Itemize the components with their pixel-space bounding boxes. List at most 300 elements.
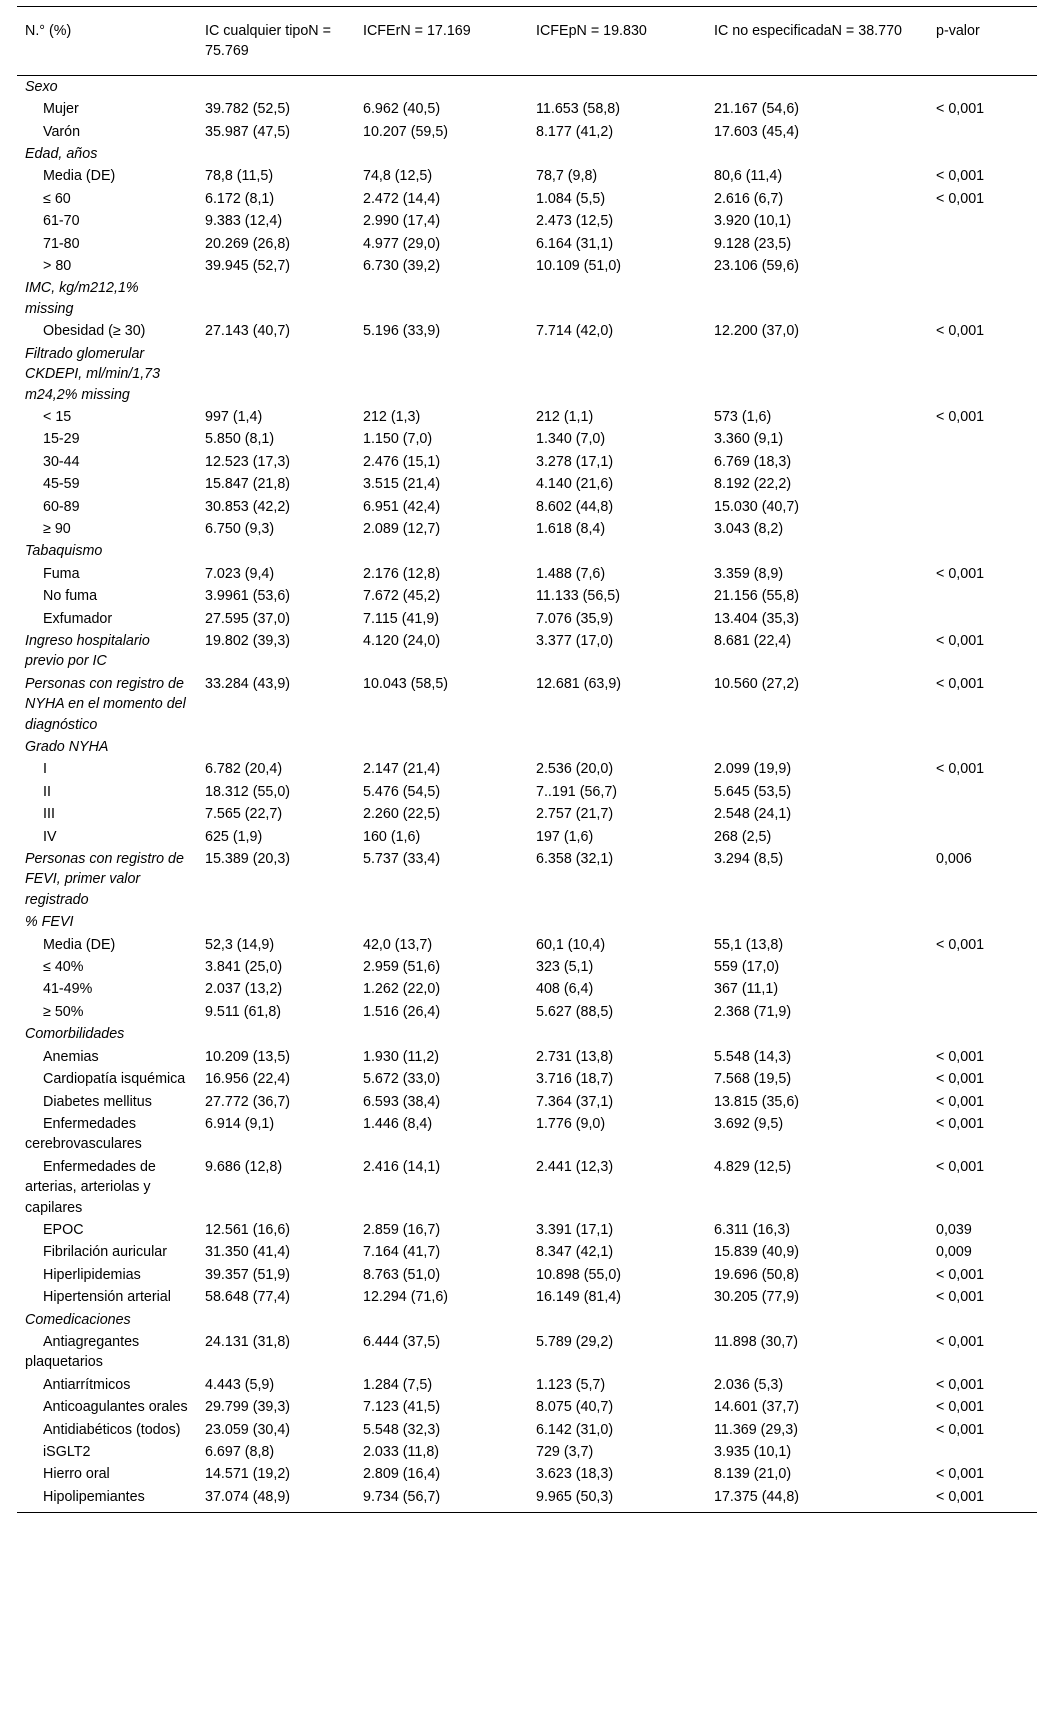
value-cell [706, 143, 928, 165]
table-row [17, 803, 1037, 825]
value-cell: 9.128 (23,5) [714, 235, 792, 252]
value-cell [355, 1023, 528, 1045]
value-cell: 2.441 (12,3) [536, 1158, 614, 1175]
table-row [17, 98, 1037, 120]
value-cell: 559 (17,0) [714, 959, 780, 976]
value-cell: 5.789 (29,2) [536, 1333, 614, 1350]
value-cell: 29.799 (39,3) [205, 1399, 291, 1416]
value-cell: 30.205 (77,9) [714, 1289, 800, 1306]
row-label [17, 210, 197, 232]
value-cell: 367 (11,1) [714, 981, 779, 998]
value-cell: 11.369 (29,3) [714, 1421, 798, 1438]
value-cell: 11.653 (58,8) [536, 101, 620, 118]
table-row [17, 233, 1037, 255]
section-label [17, 911, 197, 933]
value-cell [197, 736, 355, 758]
table-row [17, 1419, 1037, 1441]
value-cell: 7.123 (41,5) [363, 1399, 441, 1416]
value-cell: 1.284 (7,5) [363, 1376, 433, 1393]
value-cell: 7.568 (19,5) [714, 1071, 792, 1088]
section-label [17, 540, 197, 562]
table-row [17, 1091, 1037, 1113]
row-label-text: Comorbilidades [25, 1026, 125, 1043]
value-cell: 15.839 (40,9) [714, 1244, 800, 1261]
row-label-text: < 15 [43, 408, 72, 425]
value-cell: 1.150 (7,0) [363, 431, 433, 448]
table-row [17, 1046, 1037, 1068]
p-value-cell: < 0,001 [936, 190, 985, 207]
table-row [17, 121, 1037, 143]
value-cell: 10.207 (59,5) [363, 123, 449, 140]
value-cell: 573 (1,6) [714, 408, 772, 425]
value-cell: 7.714 (42,0) [536, 323, 614, 340]
value-cell: 5.850 (8,1) [205, 431, 275, 448]
value-cell [197, 540, 355, 562]
value-cell: 8.192 (22,2) [714, 476, 792, 493]
row-label [17, 1286, 197, 1308]
value-cell: 408 (6,4) [536, 981, 594, 998]
value-cell [197, 277, 355, 320]
value-cell: 3.391 (17,1) [536, 1221, 614, 1238]
section-row [17, 343, 1037, 406]
row-label [17, 1113, 197, 1156]
value-cell: 8.763 (51,0) [363, 1266, 441, 1283]
value-cell: 8.347 (42,1) [536, 1244, 614, 1261]
table-row [17, 978, 1037, 1000]
row-label-text: Comedicaciones [25, 1311, 131, 1328]
row-label-text: Fuma [43, 565, 80, 582]
value-cell: 9.686 (12,8) [205, 1158, 283, 1175]
value-cell [355, 1309, 528, 1331]
p-value-cell [928, 277, 1037, 320]
value-cell: 13.404 (35,3) [714, 610, 800, 627]
value-cell: 6.730 (39,2) [363, 258, 441, 275]
value-cell: 729 (3,7) [536, 1444, 594, 1460]
table-row [17, 758, 1037, 780]
value-cell: 27.772 (36,7) [205, 1093, 291, 1110]
row-label-text: Personas con registro de NYHA en el momento del diagnóstico [25, 675, 186, 733]
table-row [17, 781, 1037, 803]
value-cell: 2.990 (17,4) [363, 213, 441, 230]
header-ic-unspecified: IC no especificadaN = 38.770 [714, 23, 902, 39]
value-cell: 4.829 (12,5) [714, 1158, 792, 1175]
row-label [17, 1396, 197, 1418]
value-cell [528, 736, 706, 758]
section-row [17, 911, 1037, 933]
value-cell: 2.147 (21,4) [363, 761, 441, 778]
value-cell: 12.200 (37,0) [714, 323, 800, 340]
table-header-row [17, 7, 1037, 76]
value-cell: 3.920 (10,1) [714, 213, 792, 230]
section-label [17, 1309, 197, 1331]
value-cell: 37.074 (48,9) [205, 1488, 291, 1505]
value-cell: 197 (1,6) [536, 828, 594, 845]
section-label [17, 736, 197, 758]
value-cell: 5.645 (53,5) [714, 783, 792, 800]
value-cell [706, 736, 928, 758]
row-label-text: Cardiopatía isquémica [43, 1071, 186, 1088]
value-cell: 5.196 (33,9) [363, 323, 441, 340]
p-value-cell: < 0,001 [936, 1071, 985, 1088]
value-cell [706, 343, 928, 406]
row-label-text: Antidiabéticos (todos) [43, 1421, 181, 1438]
row-label [17, 518, 197, 540]
table-row [17, 826, 1037, 848]
value-cell: 7.672 (45,2) [363, 588, 441, 605]
value-cell: 5.672 (33,0) [363, 1071, 441, 1088]
row-label [17, 803, 197, 825]
value-cell: 39.357 (51,9) [205, 1266, 291, 1283]
value-cell: 16.149 (81,4) [536, 1289, 622, 1306]
value-cell: 11.133 (56,5) [536, 588, 620, 605]
row-label [17, 1419, 197, 1441]
row-label [17, 496, 197, 518]
value-cell: 5.548 (32,3) [363, 1421, 441, 1438]
row-label-text: IV [43, 828, 57, 845]
section-label [17, 143, 197, 165]
table-row [17, 934, 1037, 956]
row-label [17, 188, 197, 210]
p-value-cell: < 0,001 [936, 408, 985, 425]
row-label-text: Varón [43, 123, 81, 140]
value-cell [197, 343, 355, 406]
table-row [17, 1264, 1037, 1286]
row-label [17, 1264, 197, 1286]
value-cell: 6.962 (40,5) [363, 101, 441, 118]
row-label [17, 1486, 197, 1513]
value-cell: 6.769 (18,3) [714, 453, 792, 470]
value-cell: 23.106 (59,6) [714, 258, 800, 275]
p-value-cell [928, 496, 1037, 518]
value-cell: 8.139 (21,0) [714, 1466, 792, 1483]
value-cell: 10.898 (55,0) [536, 1266, 622, 1283]
table-row [17, 1156, 1037, 1219]
section-label [17, 630, 197, 673]
row-label-text: Media (DE) [43, 936, 116, 953]
table-row [17, 255, 1037, 277]
p-value-cell: < 0,001 [936, 168, 985, 185]
p-value-cell: < 0,001 [936, 565, 985, 582]
value-cell: 9.734 (56,7) [363, 1488, 441, 1505]
value-cell: 1.516 (26,4) [363, 1003, 441, 1020]
row-label [17, 320, 197, 342]
value-cell: 5.476 (54,5) [363, 783, 441, 800]
row-label-text: ≤ 40% [43, 959, 84, 976]
p-value-cell: < 0,001 [936, 323, 985, 340]
value-cell: 1.262 (22,0) [363, 981, 441, 998]
row-label [17, 956, 197, 978]
row-label-text: Filtrado glomerular CKDEPI, ml/min/1,73 m24,2% missing [25, 345, 161, 403]
value-cell [528, 75, 706, 98]
row-label-text: 60-89 [43, 498, 80, 515]
value-cell [528, 343, 706, 406]
p-value-cell: < 0,001 [936, 1115, 985, 1132]
value-cell: 39.782 (52,5) [205, 101, 291, 118]
row-label-text: Antiagregantes plaquetarios [25, 1333, 140, 1371]
p-value-cell [928, 343, 1037, 406]
value-cell: 13.815 (35,6) [714, 1093, 800, 1110]
section-row [17, 1023, 1037, 1045]
p-value-cell: < 0,001 [936, 1048, 985, 1065]
value-cell: 39.945 (52,7) [205, 258, 291, 275]
table-row [17, 585, 1037, 607]
table-row [17, 1113, 1037, 1156]
value-cell: 6.172 (8,1) [205, 190, 275, 207]
value-cell: 6.164 (31,1) [536, 235, 614, 252]
value-cell: 2.548 (24,1) [714, 806, 792, 823]
value-cell: 3.043 (8,2) [714, 520, 784, 537]
value-cell: 3.294 (8,5) [714, 851, 784, 868]
value-cell: 2.731 (13,8) [536, 1048, 614, 1065]
row-label-text: 45-59 [43, 476, 80, 493]
row-label-text: Hierro oral [43, 1466, 110, 1483]
value-cell [706, 911, 928, 933]
data-table [17, 6, 1037, 1513]
row-label [17, 165, 197, 187]
value-cell: 6.142 (31,0) [536, 1421, 614, 1438]
value-cell: 60,1 (10,4) [536, 936, 606, 953]
p-value-cell [928, 1001, 1037, 1023]
value-cell: 2.476 (15,1) [363, 453, 441, 470]
value-cell: 5.548 (14,3) [714, 1048, 792, 1065]
value-cell: 3.716 (18,7) [536, 1071, 614, 1088]
p-value-cell [928, 803, 1037, 825]
row-label-text: Antiarrítmicos [43, 1376, 131, 1393]
section-row [17, 848, 1037, 911]
value-cell: 15.030 (40,7) [714, 498, 800, 515]
row-label-text: Hipertensión arterial [43, 1289, 171, 1306]
row-label [17, 1046, 197, 1068]
p-value-cell [928, 978, 1037, 1000]
section-row [17, 540, 1037, 562]
section-label [17, 277, 197, 320]
value-cell: 6.697 (8,8) [205, 1444, 275, 1460]
p-value-cell [928, 608, 1037, 630]
row-label [17, 1156, 197, 1219]
row-label-text: Media (DE) [43, 168, 116, 185]
value-cell: 2.959 (51,6) [363, 959, 441, 976]
table-row [17, 320, 1037, 342]
value-cell: 6.782 (20,4) [205, 761, 283, 778]
row-label [17, 1441, 197, 1463]
p-value-cell: < 0,001 [936, 1466, 985, 1483]
value-cell: 5.737 (33,4) [363, 851, 441, 868]
value-cell: 7..191 (56,7) [536, 783, 618, 800]
p-value-cell: < 0,001 [936, 632, 985, 649]
value-cell: 7.076 (35,9) [536, 610, 614, 627]
p-value-cell [928, 911, 1037, 933]
value-cell [355, 277, 528, 320]
table-row [17, 1241, 1037, 1263]
table-row [17, 210, 1037, 232]
value-cell [706, 540, 928, 562]
value-cell: 33.284 (43,9) [205, 675, 291, 692]
value-cell: 8.681 (22,4) [714, 632, 792, 649]
value-cell: 78,8 (11,5) [205, 168, 274, 185]
table-row [17, 1396, 1037, 1418]
value-cell [706, 277, 928, 320]
value-cell: 6.311 (16,3) [714, 1221, 791, 1238]
row-label-text: Enfermedades cerebrovasculares [25, 1115, 142, 1153]
value-cell: 7.023 (9,4) [205, 565, 275, 582]
value-cell: 8.075 (40,7) [536, 1399, 614, 1416]
table-row [17, 473, 1037, 495]
value-cell: 5.627 (88,5) [536, 1003, 614, 1020]
row-label [17, 428, 197, 450]
value-cell: 80,6 (11,4) [714, 168, 783, 185]
value-cell [528, 911, 706, 933]
table-row [17, 956, 1037, 978]
p-value-cell [928, 1309, 1037, 1331]
value-cell: 2.368 (71,9) [714, 1003, 792, 1020]
row-label-text: Anticoagulantes orales [43, 1399, 188, 1416]
row-label [17, 473, 197, 495]
value-cell: 3.692 (9,5) [714, 1115, 784, 1132]
row-label-text: 30-44 [43, 453, 80, 470]
value-cell: 1.123 (5,7) [536, 1376, 606, 1393]
table-row [17, 1001, 1037, 1023]
value-cell: 20.269 (26,8) [205, 235, 291, 252]
p-value-cell [928, 233, 1037, 255]
value-cell: 625 (1,9) [205, 828, 263, 845]
value-cell: 2.616 (6,7) [714, 190, 784, 207]
p-value-cell: 0,006 [936, 851, 972, 868]
value-cell: 55,1 (13,8) [714, 936, 784, 953]
p-value-cell: < 0,001 [936, 1488, 985, 1505]
row-label-text: Enfermedades de arterias, arteriolas y capilares [25, 1158, 156, 1216]
row-label-text: Ingreso hospitalario previo por IC [25, 632, 150, 670]
section-label [17, 343, 197, 406]
value-cell: 3.841 (25,0) [205, 959, 283, 976]
p-value-cell: < 0,001 [936, 1376, 985, 1393]
p-value-cell [928, 143, 1037, 165]
value-cell: 19.802 (39,3) [205, 632, 291, 649]
row-label [17, 451, 197, 473]
header-p-value: p-valor [936, 23, 980, 39]
row-label-text: 61-70 [43, 213, 80, 230]
value-cell: 18.312 (55,0) [205, 783, 291, 800]
row-label-text: Fibrilación auricular [43, 1244, 167, 1261]
value-cell: 212 (1,3) [363, 408, 421, 425]
p-value-cell: < 0,001 [936, 1399, 985, 1416]
row-label [17, 934, 197, 956]
row-label [17, 98, 197, 120]
row-label [17, 1331, 197, 1374]
row-label-text: Obesidad (≥ 30) [43, 323, 146, 340]
value-cell: 3.359 (8,9) [714, 565, 784, 582]
value-cell: 2.859 (16,7) [363, 1221, 441, 1238]
row-label-text: Anemias [43, 1048, 99, 1065]
row-label-text: Tabaquismo [25, 543, 103, 560]
table-row [17, 563, 1037, 585]
value-cell: 15.847 (21,8) [205, 476, 291, 493]
value-cell: 10.560 (27,2) [714, 675, 800, 692]
value-cell [197, 1309, 355, 1331]
value-cell: 3.360 (9,1) [714, 431, 784, 448]
section-row [17, 277, 1037, 320]
p-value-cell: < 0,001 [936, 936, 985, 953]
table-row [17, 496, 1037, 518]
p-value-cell: < 0,001 [936, 1266, 985, 1283]
section-row [17, 143, 1037, 165]
value-cell [528, 540, 706, 562]
table-row [17, 1068, 1037, 1090]
value-cell: 7.565 (22,7) [205, 806, 283, 823]
row-label [17, 121, 197, 143]
p-value-cell [928, 585, 1037, 607]
row-label [17, 255, 197, 277]
row-label [17, 563, 197, 585]
value-cell: 2.473 (12,5) [536, 213, 614, 230]
value-cell: 6.914 (9,1) [205, 1115, 275, 1132]
value-cell: 10.043 (58,5) [363, 675, 449, 692]
value-cell: 160 (1,6) [363, 828, 421, 845]
p-value-cell [928, 255, 1037, 277]
value-cell [355, 343, 528, 406]
header-icfer: ICFErN = 17.169 [363, 23, 471, 39]
value-cell: 2.757 (21,7) [536, 806, 614, 823]
value-cell [528, 1023, 706, 1045]
p-value-cell: 0,039 [936, 1221, 972, 1238]
table-row [17, 406, 1037, 428]
value-cell: 2.260 (22,5) [363, 806, 441, 823]
value-cell: 1.618 (8,4) [536, 520, 606, 537]
row-label-text: Sexo [25, 78, 58, 95]
row-label [17, 1374, 197, 1396]
p-value-cell: < 0,001 [936, 1421, 985, 1438]
value-cell: 21.167 (54,6) [714, 101, 800, 118]
row-label-text: I [43, 761, 47, 778]
row-label-text: Grado NYHA [25, 739, 109, 755]
value-cell: 24.131 (31,8) [205, 1333, 291, 1350]
p-value-cell [928, 75, 1037, 98]
value-cell: 10.109 (51,0) [536, 258, 622, 275]
value-cell [528, 1309, 706, 1331]
table-row [17, 608, 1037, 630]
value-cell: 9.383 (12,4) [205, 213, 283, 230]
row-label [17, 978, 197, 1000]
section-row [17, 630, 1037, 673]
value-cell: 9.511 (61,8) [205, 1003, 282, 1020]
value-cell: 6.593 (38,4) [363, 1093, 441, 1110]
p-value-cell: < 0,001 [936, 1093, 985, 1110]
p-value-cell [928, 451, 1037, 473]
row-label [17, 406, 197, 428]
p-value-cell [928, 518, 1037, 540]
p-value-cell: < 0,001 [936, 101, 985, 118]
value-cell [197, 911, 355, 933]
header-label: N.° (%) [25, 23, 72, 39]
p-value-cell: < 0,001 [936, 761, 985, 778]
table-row [17, 1374, 1037, 1396]
row-label-text: III [43, 806, 55, 823]
value-cell [528, 143, 706, 165]
value-cell: 323 (5,1) [536, 959, 594, 976]
table-row [17, 1219, 1037, 1241]
value-cell: 4.140 (21,6) [536, 476, 614, 493]
value-cell: 9.965 (50,3) [536, 1488, 614, 1505]
section-row [17, 1309, 1037, 1331]
value-cell [355, 75, 528, 98]
row-label [17, 1241, 197, 1263]
row-label-text: II [43, 783, 51, 800]
row-label [17, 1091, 197, 1113]
row-label-text: 71-80 [43, 235, 80, 252]
table-row [17, 518, 1037, 540]
value-cell: 14.601 (37,7) [714, 1399, 800, 1416]
value-cell: 2.033 (11,8) [363, 1444, 440, 1460]
value-cell: 21.156 (55,8) [714, 588, 800, 605]
